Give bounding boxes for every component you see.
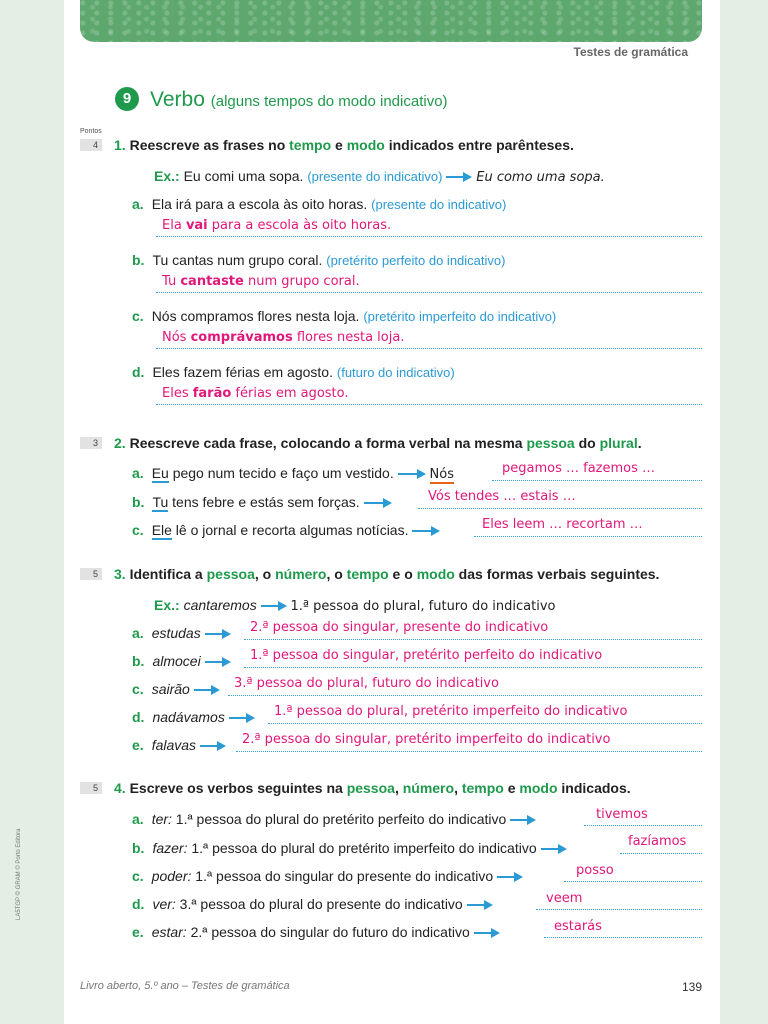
answer-text: fazíamos	[628, 834, 687, 849]
q4-item: b. fazer: 1.ª pessoa do plural do pretérito imperfeito do indicativo	[132, 840, 567, 856]
header-banner	[80, 0, 702, 42]
question-1: 1. Reescreve as frases no tempo e modo indicados entre parênteses.	[114, 137, 574, 153]
question-4: 4. Escreve os verbos seguintes na pessoa, número, tempo e modo indicados.	[114, 780, 631, 796]
answer-text: Ela vai para a escola às oito horas.	[162, 218, 392, 233]
q4-item: e. estar: 2.ª pessoa do singular do futuro do indicativo	[132, 924, 500, 940]
answer-line	[564, 881, 702, 882]
answer-text: tivemos	[596, 807, 648, 822]
answer-text: estarás	[554, 919, 602, 934]
answer-line	[268, 723, 702, 724]
q4-item: d. ver: 3.ª pessoa do plural do presente do indicativo	[132, 896, 493, 912]
points-box: 5	[80, 782, 102, 794]
answer-text: Eles leem … recortam …	[482, 517, 643, 532]
arrow-icon	[467, 900, 493, 910]
answer-line	[228, 695, 702, 696]
question-2: 2. Reescreve cada frase, colocando a forma verbal na mesma pessoa do plural.	[114, 435, 642, 451]
footer-book-title: Livro aberto, 5.º ano – Testes de gramática	[80, 980, 290, 992]
answer-text: 2.ª pessoa do singular, presente do indicativo	[250, 620, 549, 635]
q1-item: d. Eles fazem férias em agosto. (futuro do indicativo)	[132, 364, 455, 380]
arrow-icon	[194, 685, 220, 695]
arrow-icon	[497, 872, 523, 882]
page-number: 139	[681, 980, 702, 994]
answer-text: 1.ª pessoa do plural, pretérito imperfeito do indicativo	[274, 704, 628, 719]
answer-text: 2.ª pessoa do singular, pretérito imperfeito do indicativo	[242, 732, 611, 747]
arrow-icon	[474, 928, 500, 938]
answer-line	[244, 639, 702, 640]
points-box: 5	[80, 568, 102, 580]
q2-item: a. Eu pego num tecido e faço um vestido. Nós	[132, 465, 454, 482]
worksheet-page	[16, 0, 720, 1024]
answer-line	[244, 667, 702, 668]
answer-line	[620, 853, 702, 854]
arrow-icon	[261, 601, 287, 611]
arrow-icon	[364, 498, 392, 508]
question-3: 3. Identifica a pessoa, o número, o tempo e o modo das formas verbais seguintes.	[114, 566, 660, 582]
header-label: Testes de gramática	[573, 45, 688, 59]
answer-text: veem	[546, 891, 583, 906]
q1-item: a. Ela irá para a escola às oito horas. (presente do indicativo)	[132, 196, 507, 212]
arrow-icon	[229, 713, 255, 723]
answer-text: Tu cantaste num grupo coral.	[162, 274, 360, 289]
q2-item: b. Tu tens febre e estás sem forças.	[132, 494, 392, 510]
answer-line	[474, 536, 702, 537]
q1-item: b. Tu cantas num grupo coral. (pretérito perfeito do indicativo)	[132, 252, 506, 268]
answer-text: Vós tendes … estais …	[428, 489, 576, 504]
example-row: Ex.: Eu comi uma sopa. (presente do indicativo) Eu como uma sopa.	[154, 168, 605, 185]
answer-text: 1.ª pessoa do singular, pretérito perfeito do indicativo	[250, 648, 603, 663]
answer-text: Eles farão férias em agosto.	[162, 386, 349, 401]
answer-line	[418, 508, 702, 509]
answer-line	[584, 825, 702, 826]
answer-line	[544, 937, 702, 938]
answer-text: pegamos … fazemos …	[502, 461, 656, 476]
side-copyright: LA5TGP © GRAM © Porto Editora	[16, 828, 22, 920]
answer-line	[536, 909, 702, 910]
section-title: Verbo (alguns tempos do modo indicativo)	[150, 88, 448, 111]
arrow-icon	[541, 844, 567, 854]
q4-item: c. poder: 1.ª pessoa do singular do presente do indicativo	[132, 868, 523, 884]
answer-line	[156, 292, 702, 293]
q4-item: a. ter: 1.ª pessoa do plural do pretérito perfeito do indicativo	[132, 811, 536, 827]
answer-line	[492, 480, 702, 481]
arrow-icon	[412, 526, 440, 536]
answer-text: posso	[576, 863, 614, 878]
arrow-icon	[446, 172, 472, 182]
example-row: Ex.: cantaremos 1.ª pessoa do plural, futuro do indicativo	[154, 597, 556, 614]
arrow-icon	[510, 815, 536, 825]
answer-line	[236, 751, 702, 752]
arrow-icon	[398, 469, 426, 479]
q3-item: a. estudas	[132, 625, 231, 641]
q3-item: e. falavas	[132, 737, 226, 753]
q2-item: c. Ele lê o jornal e recorta algumas notícias.	[132, 522, 440, 538]
q3-item: b. almocei	[132, 653, 231, 669]
q3-item: d. nadávamos	[132, 709, 255, 725]
answer-text: 3.ª pessoa do plural, futuro do indicativo	[234, 676, 499, 691]
q1-item: c. Nós compramos flores nesta loja. (pretérito imperfeito do indicativo)	[132, 308, 557, 324]
arrow-icon	[205, 657, 231, 667]
answer-line	[156, 348, 702, 349]
answer-line	[156, 404, 702, 405]
answer-text: Nós comprávamos flores nesta loja.	[162, 330, 405, 345]
q3-item: c. sairão	[132, 681, 220, 697]
section-number: 9	[115, 87, 139, 111]
answer-line	[156, 236, 702, 237]
arrow-icon	[205, 629, 231, 639]
arrow-icon	[200, 741, 226, 751]
points-box: 3	[80, 437, 102, 449]
points-box: 4	[80, 139, 102, 151]
points-label: Pontos	[80, 128, 102, 135]
